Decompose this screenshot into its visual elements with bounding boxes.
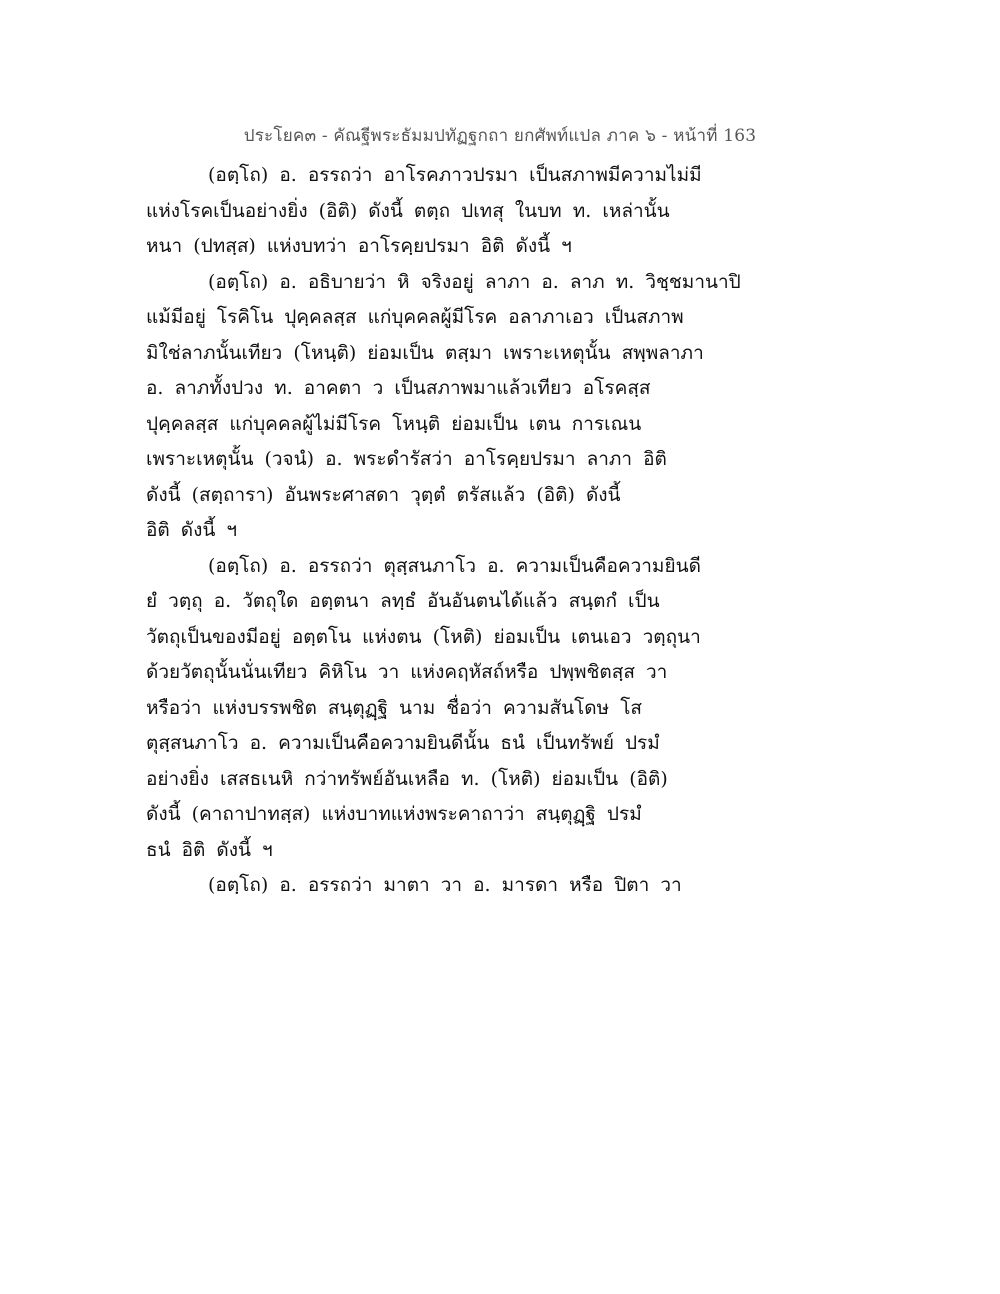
text-line: อิติ ดังนี้ ฯ [146,519,238,541]
text-line: อย่างยิ่ง เสสธเนหิ กว่าทรัพย์อันเหลือ ท. (โหติ) ย่อมเป็น (อิติ) [146,767,668,790]
paragraph-2 [146,265,746,549]
text-line: ตุสฺสนภาโว อ. ความเป็นคือความยินดีนั้น ธนํ เป็นทรัพย์ ปรมํ [146,732,660,754]
text-line: (อตฺโถ) อ. อธิบายว่า หิ จริงอยู่ ลาภา อ. ลาภ ท. วิชฺชมานาปิ [208,270,741,293]
text-line: ด้วยวัตถุนั้นนั่นเทียว คิหิโน วา แห่งคฤหัสถ์หรือ ปพฺพชิตสฺส วา [146,661,668,683]
text-line: หรือว่า แห่งบรรพชิต สนฺตุฏฺฐิ นาม ชื่อว่า ความสันโดษ โส [146,696,643,719]
paragraph-4 [146,868,746,904]
text-line: ดังนี้ (คาถาปาทสฺส) แห่งบาทแห่งพระคาถาว่า สนฺตุฏฺฐิ ปรมํ [146,803,642,825]
text-line: มิใช่ลาภนั้นเทียว (โหนฺติ) ย่อมเป็น ตสฺมา เพราะเหตุนั้น สพฺพลาภา [146,341,704,364]
text-line: (อตฺโถ) อ. อรรถว่า ตุสฺสนภาโว อ. ความเป็นคือความยินดี [208,554,701,577]
text-line: แม้มีอยู่ โรคิโน ปุคฺคลสฺส แก่บุคคลผู้มีโรค อลาภาเอว เป็นสภาพ [146,306,684,328]
text-line: (อตฺโถ) อ. อรรถว่า มาตา วา อ. มารดา หรือ ปิตา วา [208,874,682,896]
text-line: แห่งโรคเป็นอย่างยิ่ง (อิติ) ดังนี้ ตตฺถ ปเทสุ ในบท ท. เหล่านั้น [146,199,670,222]
text-line: วัตถุเป็นของมีอยู่ อตฺตโน แห่งตน (โหติ) ย่อมเป็น เตนเอว วตฺถุนา [146,625,701,648]
paragraph-3 [146,549,746,869]
text-line: เพราะเหตุนั้น (วจนํ) อ. พระดำรัสว่า อาโรคฺยปรมา ลาภา อิติ [146,448,667,470]
body-text [146,158,746,904]
text-line: ดังนี้ (สตฺถารา) อันพระศาสดา วุตฺตํ ตรัสแล้ว (อิติ) ดังนี้ [146,483,621,506]
text-line: ปุคฺคลสฺส แก่บุคคลผู้ไม่มีโรค โหนฺติ ย่อมเป็น เตน การเณน [146,412,642,435]
running-header: ประโยค๓ - คัณฐีพระธัมมปทัฏฐกถา ยกศัพท์แปล ภาค ๖ - หน้าที่ 163 [243,126,757,146]
text-line: อ. ลาภทั้งปวง ท. อาคตา ว เป็นสภาพมาแล้วเทียว อโรคสฺส [146,377,651,399]
text-line: ยํ วตฺถุ อ. วัตถุใด อตฺตนา ลทฺธํ อันอันตนได้แล้ว สนฺตกํ เป็น [146,590,660,612]
paragraph-1 [146,158,746,265]
text-line: (อตฺโถ) อ. อรรถว่า อาโรคภาวปรมา เป็นสภาพมีความไม่มี [208,164,702,186]
text-line: หนา (ปทสฺส) แห่งบทว่า อาโรคฺยปรมา อิติ ดังนี้ ฯ [146,235,572,257]
text-line: ธนํ อิติ ดังนี้ ฯ [146,838,273,861]
